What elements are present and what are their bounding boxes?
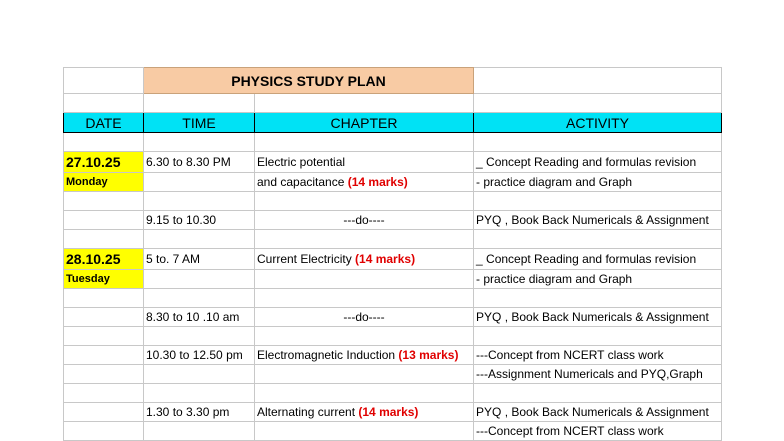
table-row	[64, 346, 722, 365]
marks-label: (14 marks)	[358, 405, 419, 419]
cell[interactable]	[474, 384, 722, 403]
date-cell[interactable]	[64, 422, 144, 441]
header-activity: ACTIVITY	[474, 113, 722, 133]
date-cell[interactable]	[64, 346, 144, 365]
cell[interactable]	[255, 327, 474, 346]
table-row	[64, 249, 722, 270]
cell[interactable]	[64, 133, 144, 152]
cell[interactable]	[64, 289, 144, 308]
marks-label: (14 marks)	[347, 175, 408, 189]
activity-cell[interactable]: ---Concept from NCERT class work	[474, 346, 722, 365]
cell[interactable]	[474, 94, 722, 113]
chapter-cell[interactable]: Electric potential	[255, 152, 474, 173]
cell[interactable]	[144, 133, 255, 152]
spacer-row	[64, 327, 722, 346]
time-cell[interactable]	[144, 365, 255, 384]
chapter-cell[interactable]: ---do----	[255, 211, 474, 230]
cell[interactable]	[64, 327, 144, 346]
date-cell[interactable]: 28.10.25	[64, 249, 144, 270]
table-row	[64, 152, 722, 173]
spacer-row	[64, 289, 722, 308]
header-date: DATE	[64, 113, 144, 133]
activity-cell[interactable]: ---Concept from NCERT class work	[474, 422, 722, 441]
time-cell[interactable]	[144, 270, 255, 289]
table-row	[64, 270, 722, 289]
cell[interactable]	[144, 384, 255, 403]
chapter-cell[interactable]	[255, 270, 474, 289]
chapter-text: and capacitance	[257, 175, 348, 189]
time-cell[interactable]: 6.30 to 8.30 PM	[144, 152, 255, 173]
spacer-row	[64, 230, 722, 249]
cell[interactable]	[474, 68, 722, 94]
cell[interactable]	[255, 384, 474, 403]
header-time: TIME	[144, 113, 255, 133]
time-cell[interactable]: 9.15 to 10.30	[144, 211, 255, 230]
cell[interactable]	[144, 230, 255, 249]
cell[interactable]	[255, 230, 474, 249]
activity-cell[interactable]: - practice diagram and Graph	[474, 173, 722, 192]
activity-cell[interactable]: _ Concept Reading and formulas revision	[474, 249, 722, 270]
time-cell[interactable]: 8.30 to 10 .10 am	[144, 308, 255, 327]
chapter-text: Electromagnetic Induction	[257, 348, 399, 362]
title-row	[64, 68, 722, 94]
chapter-cell[interactable]	[255, 249, 474, 270]
activity-cell[interactable]: ---Assignment Numericals and PYQ,Graph	[474, 365, 722, 384]
date-cell[interactable]	[64, 403, 144, 422]
chapter-text: Alternating current	[257, 405, 359, 419]
spacer-row	[64, 133, 722, 152]
cell[interactable]	[474, 133, 722, 152]
activity-cell[interactable]: _ Concept Reading and formulas revision	[474, 152, 722, 173]
spacer-row	[64, 384, 722, 403]
day-cell[interactable]: Monday	[64, 173, 144, 192]
cell[interactable]	[255, 289, 474, 308]
time-cell[interactable]: 10.30 to 12.50 pm	[144, 346, 255, 365]
cell[interactable]	[64, 192, 144, 211]
cell[interactable]	[64, 230, 144, 249]
time-cell[interactable]: 5 to. 7 AM	[144, 249, 255, 270]
spacer-row	[64, 94, 722, 113]
cell[interactable]	[474, 230, 722, 249]
time-cell[interactable]	[144, 173, 255, 192]
time-cell[interactable]: 1.30 to 3.30 pm	[144, 403, 255, 422]
table-row	[64, 308, 722, 327]
cell[interactable]	[64, 384, 144, 403]
table-row	[64, 173, 722, 192]
chapter-cell[interactable]: ---do----	[255, 308, 474, 327]
day-cell[interactable]: Tuesday	[64, 270, 144, 289]
marks-label: (14 marks)	[355, 252, 416, 266]
chapter-cell[interactable]	[255, 365, 474, 384]
date-cell[interactable]: 27.10.25	[64, 152, 144, 173]
cell[interactable]	[64, 94, 144, 113]
page-title: PHYSICS STUDY PLAN	[144, 68, 474, 94]
cell[interactable]	[144, 327, 255, 346]
chapter-cell[interactable]	[255, 422, 474, 441]
marks-label: (13 marks)	[398, 348, 459, 362]
activity-cell[interactable]: PYQ , Book Back Numericals & Assignment	[474, 211, 722, 230]
time-cell[interactable]	[144, 422, 255, 441]
chapter-cell[interactable]	[255, 173, 474, 192]
cell[interactable]	[474, 192, 722, 211]
cell[interactable]	[255, 94, 474, 113]
study-plan-table	[63, 67, 722, 441]
activity-cell[interactable]: PYQ , Book Back Numericals & Assignment	[474, 403, 722, 422]
chapter-cell[interactable]	[255, 346, 474, 365]
table-row	[64, 365, 722, 384]
cell[interactable]	[64, 68, 144, 94]
chapter-text: Current Electricity	[257, 252, 356, 266]
date-cell[interactable]	[64, 365, 144, 384]
cell[interactable]	[255, 133, 474, 152]
cell[interactable]	[144, 192, 255, 211]
table-row	[64, 211, 722, 230]
header-chapter: CHAPTER	[255, 113, 474, 133]
chapter-cell[interactable]	[255, 403, 474, 422]
spacer-row	[64, 192, 722, 211]
cell[interactable]	[474, 289, 722, 308]
header-row	[64, 113, 722, 133]
table-row	[64, 403, 722, 422]
table-row	[64, 422, 722, 441]
activity-cell[interactable]: - practice diagram and Graph	[474, 270, 722, 289]
date-cell[interactable]	[64, 211, 144, 230]
cell[interactable]	[474, 327, 722, 346]
cell[interactable]	[144, 289, 255, 308]
date-cell[interactable]	[64, 308, 144, 327]
activity-cell[interactable]: PYQ , Book Back Numericals & Assignment	[474, 308, 722, 327]
cell[interactable]	[144, 94, 255, 113]
cell[interactable]	[255, 192, 474, 211]
